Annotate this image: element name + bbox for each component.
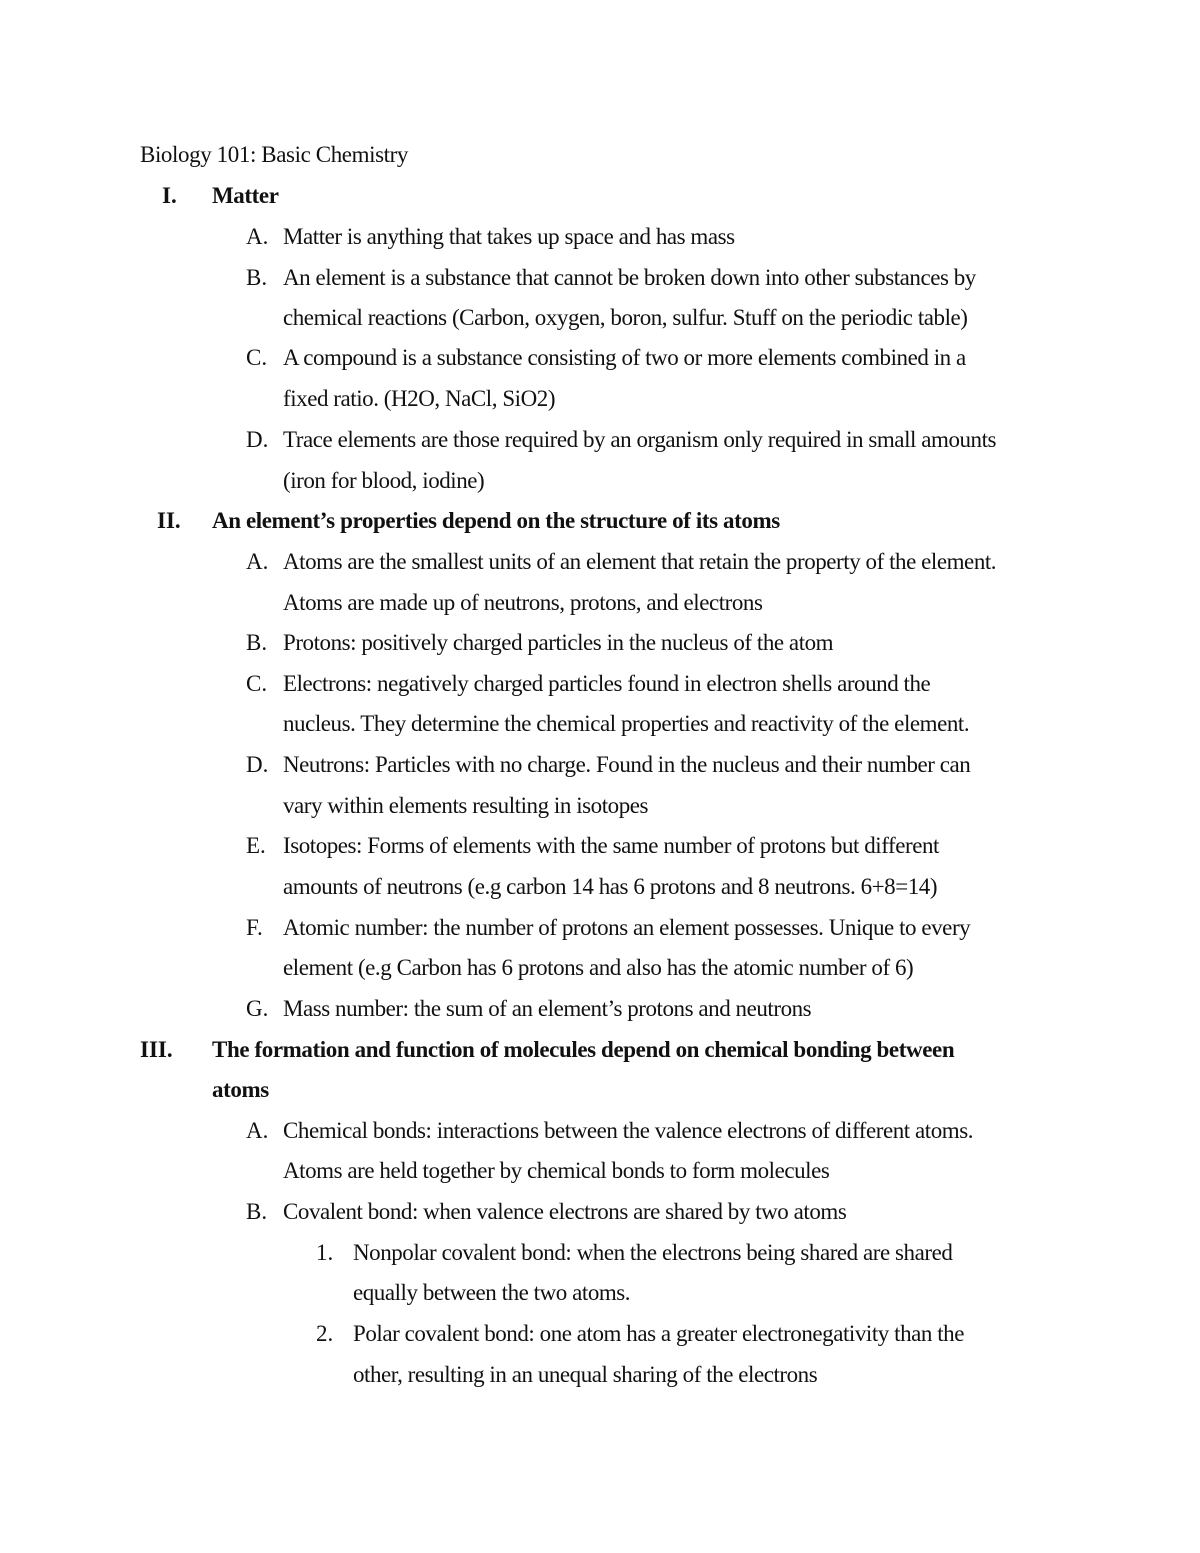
subitem-text: Nonpolar covalent bond: when the electrons being shared are shared: [353, 1240, 953, 1265]
item-text: Isotopes: Forms of elements with the same number of protons but different: [283, 833, 939, 858]
item-text: A compound is a substance consisting of two or more elements combined in a: [283, 345, 966, 370]
item-text: chemical reactions (Carbon, oxygen, boron, sulfur. Stuff on the periodic table): [283, 305, 968, 330]
item-letter: E.: [246, 833, 266, 858]
item-text: Electrons: negatively charged particles found in electron shells around the: [283, 671, 931, 696]
item-text: Atomic number: the number of protons an element possesses. Unique to every: [283, 915, 971, 940]
item-letter: C.: [246, 345, 268, 370]
subitem-text: Polar covalent bond: one atom has a greater electronegativity than the: [353, 1321, 964, 1346]
item-letter: A.: [246, 1118, 269, 1143]
item-letter: A.: [246, 224, 269, 249]
item-letter: F.: [246, 915, 263, 940]
item-text: element (e.g Carbon has 6 protons and also has the atomic number of 6): [283, 955, 914, 980]
item-letter: B.: [246, 265, 268, 290]
item-letter: D.: [246, 752, 269, 777]
section-heading: atoms: [212, 1077, 269, 1102]
item-text: Trace elements are those required by an organism only required in small amounts: [283, 427, 997, 452]
subitem-text: equally between the two atoms.: [353, 1280, 631, 1305]
item-letter: B.: [246, 1199, 268, 1224]
section-numeral: III.: [140, 1037, 173, 1062]
section-heading: Matter: [212, 183, 279, 208]
section-heading: The formation and function of molecules depend on chemical bonding between: [212, 1037, 955, 1062]
item-letter: C.: [246, 671, 268, 696]
section-numeral: I.: [162, 183, 177, 208]
item-text: Atoms are made up of neutrons, protons, and electrons: [283, 590, 763, 615]
item-text: nucleus. They determine the chemical properties and reactivity of the element.: [283, 711, 970, 736]
item-text: Covalent bond: when valence electrons are shared by two atoms: [283, 1199, 847, 1224]
subitem-number: 2.: [316, 1321, 334, 1346]
item-text: fixed ratio. (H2O, NaCl, SiO2): [283, 386, 556, 411]
item-text: Protons: positively charged particles in the nucleus of the atom: [283, 630, 834, 655]
item-text: amounts of neutrons (e.g carbon 14 has 6 protons and 8 neutrons. 6+8=14): [283, 874, 938, 899]
item-text: An element is a substance that cannot be broken down into other substances by: [283, 265, 976, 290]
item-text: Matter is anything that takes up space and has mass: [283, 224, 735, 249]
section-numeral: II.: [157, 508, 181, 533]
item-letter: G.: [246, 996, 269, 1021]
item-text: (iron for blood, iodine): [283, 468, 485, 493]
subitem-text: other, resulting in an unequal sharing of the electrons: [353, 1362, 818, 1387]
item-text: vary within elements resulting in isotopes: [283, 793, 649, 818]
section-heading: An element’s properties depend on the structure of its atoms: [212, 508, 780, 533]
item-text: Chemical bonds: interactions between the valence electrons of different atoms.: [283, 1118, 973, 1143]
item-text: Mass number: the sum of an element’s protons and neutrons: [283, 996, 812, 1021]
item-letter: A.: [246, 549, 269, 574]
item-text: Neutrons: Particles with no charge. Found in the nucleus and their number can: [283, 752, 971, 777]
item-letter: B.: [246, 630, 268, 655]
subitem-number: 1.: [316, 1240, 334, 1265]
item-text: Atoms are the smallest units of an element that retain the property of the element.: [283, 549, 997, 574]
item-letter: D.: [246, 427, 269, 452]
item-text: Atoms are held together by chemical bonds to form molecules: [283, 1158, 830, 1183]
page-title: Biology 101: Basic Chemistry: [140, 142, 408, 167]
